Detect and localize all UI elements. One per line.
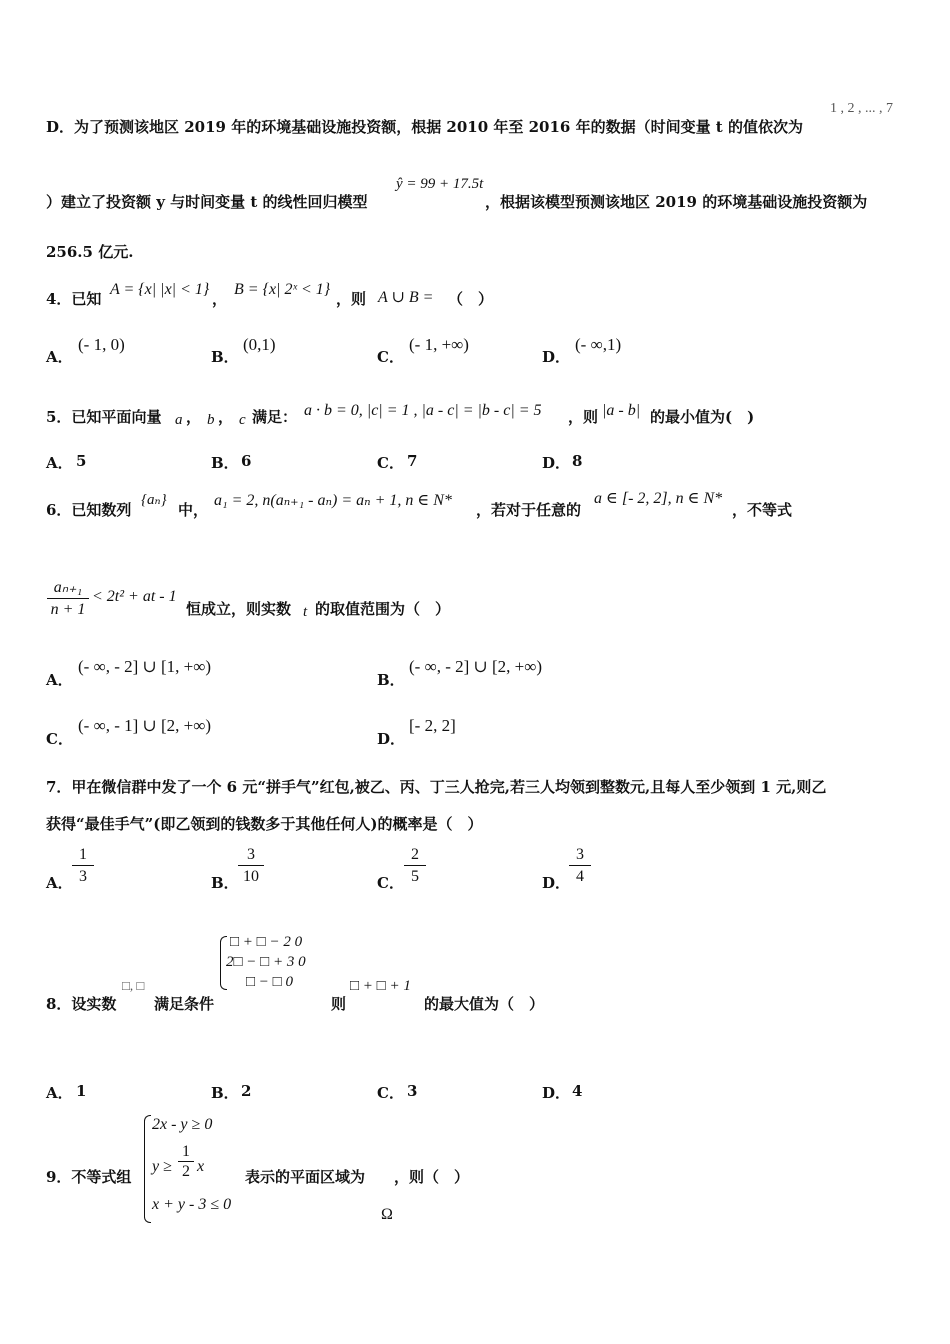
q9-stem-a: 9．不等式组 [46,1168,132,1186]
q6-option-a-value: (- ∞, - 2] ∪ [1, +∞) [78,657,212,676]
q5-stem-b: 满足： [252,408,298,426]
q6-option-c-value: (- ∞, - 1] ∪ [2, +∞) [78,716,212,735]
q8-stem-a: 8．设实数 [46,995,117,1013]
q8-system-line1: □ + □ − 2 0 [230,934,303,950]
q3-tvals: 1 , 2 , ... , 7 [830,101,893,116]
q7-option-b-den: 10 [243,868,259,885]
q6-option-a-label[interactable]: A． [46,671,73,689]
q4-expr: A ∪ B = [378,289,434,306]
q7-option-d-fraction [569,845,591,888]
q3-option-d-line3: 256.5 亿元. [46,243,134,261]
q6-var-t: t [303,604,308,620]
q7-option-a-num: 1 [79,846,87,863]
q9-stem-c: ，则（ ） [394,1168,470,1186]
q7-option-a-label[interactable]: A． [46,874,73,892]
q6-option-b-label[interactable]: B． [377,671,405,689]
q8-stem-c: 则 [331,995,347,1013]
q6-option-d-label[interactable]: D． [377,730,406,748]
q5-sep2: ， [218,408,234,426]
q6-fraction [47,578,89,621]
q8-system-line2: 2□ − □ + 3 0 [226,954,306,970]
q5-condition: a · b = 0, |c| = 1 , |a - c| = |b - c| = 5 [304,402,542,419]
q5-target: |a - b| [602,402,641,419]
q5-stem-d: 的最小值为( ) [650,408,755,426]
q6-range: a ∈ [- 2, 2], n ∈ N* [594,490,723,507]
q6-stem-e: 恒成立，则实数 [186,600,292,618]
q5-vec-c: c [239,412,246,428]
q9-system-fraction [178,1143,194,1182]
q4-stem-a: 4．已知 [46,290,102,308]
q9-system-line2a: y ≥ [152,1158,172,1175]
q6-option-d-value: [- 2, 2] [409,716,456,735]
q9-system-line2b: x [197,1158,205,1175]
q4-comma: ， [212,290,228,308]
q3-model: ŷ = 99 + 17.5t [396,176,484,192]
q6-fraction-den: n + 1 [50,601,86,618]
q8-option-c-value: 3 [407,1082,418,1100]
q8-option-b-label[interactable]: B． [211,1084,239,1102]
q6-stem-a: 6．已知数列 [46,501,132,519]
q4-stem-b: ，则 [336,290,367,308]
q9-fraction-num: 1 [178,1143,194,1162]
q9-system-brace [144,1115,151,1223]
q6-stem-f: 的取值范围为（ ） [315,600,451,618]
q7-option-b-label[interactable]: B． [211,874,239,892]
q5-option-d-value: 8 [572,452,583,470]
q7-line2: 获得“最佳手气”(即乙领到的钱数多于其他任何人)的概率是（ ） [46,815,483,833]
q4-option-b-label[interactable]: B． [211,348,239,366]
q5-sep1: ， [186,408,202,426]
q6-option-c-label[interactable]: C． [46,730,73,748]
q6-stem-c: ，若对于任意的 [476,501,582,519]
q8-option-a-label[interactable]: A． [46,1084,73,1102]
q8-stem-d: 的最大值为（ ） [424,995,545,1013]
q4-option-b-value: (0,1) [243,335,276,354]
q8-option-b-value: 2 [241,1082,252,1100]
q8-objective: □ + □ + 1 [350,978,411,994]
q7-option-c-num: 2 [411,846,419,863]
q7-option-b-num: 3 [247,846,255,863]
q3-option-d-line2b: ，根据该模型预测该地区 2019 的环境基础设施投资额为 [485,193,868,211]
q6-stem-b: 中， [178,501,209,519]
q4-set-a: A = {x| |x| < 1} [110,281,210,298]
q9-omega: Ω [381,1206,393,1223]
q8-vars: □, □ [122,978,145,993]
q5-option-a-label[interactable]: A． [46,454,73,472]
q4-option-d-label[interactable]: D． [542,348,571,366]
q7-option-a-fraction [72,845,94,888]
q4-option-d-value: (- ∞,1) [575,335,622,354]
q3-option-d-line1: D．为了预测该地区 2019 年的环境基础设施投资额，根据 2010 年至 2016 年的数据（时间变量 t 的值依次为 [46,118,803,136]
q6-option-b-value: (- ∞, - 2] ∪ [2, +∞) [409,657,543,676]
q7-option-c-label[interactable]: C． [377,874,404,892]
q8-option-c-label[interactable]: C． [377,1084,404,1102]
q4-option-c-label[interactable]: C． [377,348,404,366]
q4-option-c-value: (- 1, +∞) [409,335,469,354]
q3-option-d-line2a: ）建立了投资额 y 与时间变量 t 的线性回归模型 [46,193,368,211]
q6-recurrence: a₁ = 2, n(aₙ₊₁ - aₙ) = aₙ + 1, n ∈ N* [214,492,452,509]
q5-stem-a: 5．已知平面向量 [46,408,162,426]
q8-option-d-label[interactable]: D． [542,1084,571,1102]
q4-option-a-value: (- 1, 0) [78,335,125,354]
q9-system-line1: 2x - y ≥ 0 [152,1116,213,1133]
q6-seq: {aₙ} [141,492,167,508]
q4-paren: （ ） [448,290,494,308]
q7-option-d-den: 4 [576,868,584,885]
q5-option-a-value: 5 [76,452,87,470]
q5-option-b-label[interactable]: B． [211,454,239,472]
q5-vec-a: a [175,412,183,428]
q8-option-a-value: 1 [76,1082,87,1100]
q6-fraction-num: aₙ₊₁ [47,578,89,599]
q5-stem-c: ，则 [568,408,599,426]
q8-option-d-value: 4 [572,1082,583,1100]
q8-system-line3: □ − □ 0 [246,974,293,990]
q7-option-a-den: 3 [79,868,87,885]
q4-option-a-label[interactable]: A． [46,348,73,366]
q9-stem-b: 表示的平面区域为 [245,1168,366,1186]
q5-option-b-value: 6 [241,452,252,470]
q9-system-line3: x + y - 3 ≤ 0 [152,1196,232,1213]
q5-option-d-label[interactable]: D． [542,454,571,472]
q7-option-c-den: 5 [411,868,419,885]
q8-stem-b: 满足条件 [154,995,215,1013]
q5-option-c-value: 7 [407,452,418,470]
q7-option-c-fraction [404,845,426,888]
q7-line1: 7．甲在微信群中发了一个 6 元“拼手气”红包,被乙、丙、丁三人抢完,若三人均领到整数元,且每人至少领到 1 元,则乙 [46,778,827,796]
q5-vec-b: b [207,412,215,428]
q6-stem-d: ，不等式 [732,501,793,519]
q7-option-d-label[interactable]: D． [542,874,571,892]
q7-option-d-num: 3 [576,846,584,863]
q4-set-b: B = {x| 2ˣ < 1} [234,281,331,298]
q6-inequality: < 2t² + at - 1 [92,588,177,605]
q7-option-b-fraction [238,845,264,888]
q5-option-c-label[interactable]: C． [377,454,404,472]
q9-fraction-den: 2 [182,1163,190,1180]
